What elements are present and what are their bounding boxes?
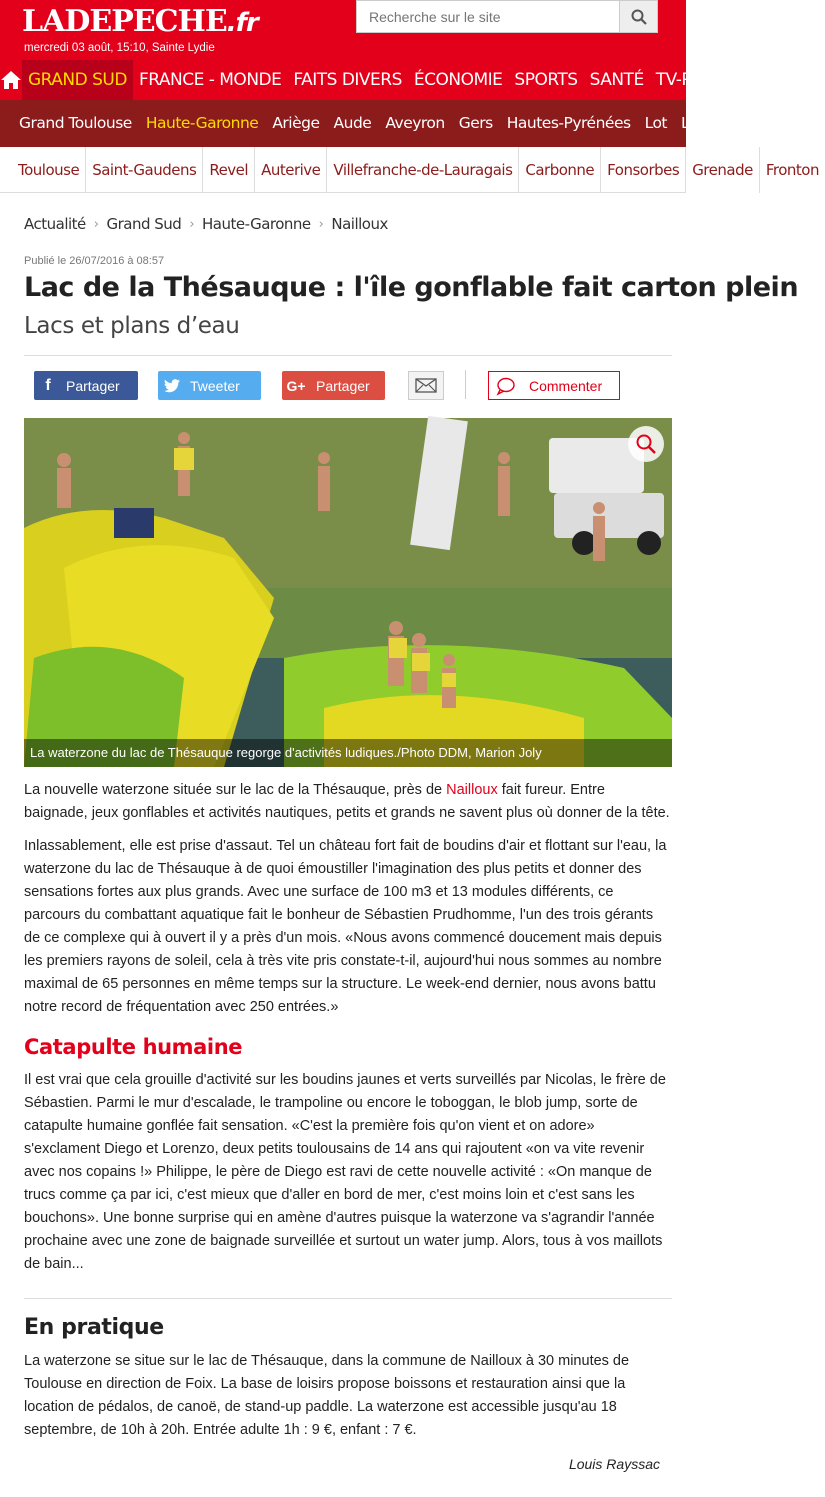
twitter-share-button[interactable]	[158, 371, 261, 400]
nav-region-lot-et-garonne[interactable]: Lot-et-Garonne	[681, 114, 792, 132]
nav-region-haute-garonne[interactable]: Haute-Garonne	[145, 114, 259, 132]
nav-france-monde[interactable]: FRANCE - MONDE	[138, 70, 282, 90]
twitter-icon	[158, 379, 186, 393]
waterzone-image	[24, 418, 672, 767]
google-share-label: Partager	[316, 377, 370, 394]
nav-town-auterive[interactable]: Auterive	[255, 147, 327, 193]
paragraph-intro	[24, 779, 672, 825]
en-pratique-box	[24, 1298, 672, 1442]
nav-sports[interactable]: SPORTS	[514, 70, 578, 90]
search-button[interactable]	[619, 1, 657, 32]
photo-caption: La waterzone du lac de Thésauque regorge d'activités ludiques./Photo DDM, Marion Joly	[24, 739, 672, 767]
intro-text-end: fait fureur. Entre baignade, jeux gonflables et activités nautiques, petits et grands ne savent plus où donner de la tête.	[24, 782, 670, 821]
section-heading: Catapulte humaine	[24, 1035, 243, 1059]
article-title: Lac de la Thésauque : l'île gonflable fait carton plein	[24, 272, 799, 303]
search-input[interactable]	[357, 1, 619, 32]
site-header	[0, 0, 686, 60]
paragraph: Il est vrai que cela grouille d'activité sur les boudins jaunes et verts surveillés par Nicolas, le frère de Sébastien. Parmi le mur d'escalade, le trampoline ou encore le toboggan, le blob jump, sorte de catapulte humaine gonflée fait sensation. «C'est la première fois qu'on vient et on adore» s'exclament Diego et Lorenzo, deux petits toulousains de 14 ans qui rajoutent «on va vite revenir avec nos copains !» Philippe, le père de Diego est ravi de cette nouvelle activité : «On manque de trucs comme ça par ici, c'est mieux que d'aller en bord de mer, c'est moins loin et c'est sans les bouchons». Une bonne surprise qui en amène d'autres puisque la waterzone va s'agrandir l'année prochaine avec une zone de baignade surveillée et surtout un water jump. Alors, tous à vos maillots de bain...	[24, 1072, 666, 1272]
breadcrumb	[24, 215, 672, 233]
google-plus-icon: G+	[286, 377, 306, 394]
article-photo[interactable]	[24, 418, 672, 767]
nailloux-link[interactable]: Nailloux	[446, 782, 498, 798]
article-subtitle: Lacs et plans d’eau	[24, 313, 240, 339]
comment-label: Commenter	[529, 377, 603, 394]
pratique-heading: En pratique	[24, 1315, 164, 1340]
comment-button[interactable]	[488, 371, 620, 400]
nav-faits-divers[interactable]: FAITS DIVERS	[293, 70, 402, 90]
nav-town-revel[interactable]: Revel	[203, 147, 255, 193]
logo-text: LADEPECHE	[22, 4, 227, 39]
nav-loisirs[interactable]: LOISIRS	[755, 70, 818, 90]
magnifier-icon	[635, 433, 657, 455]
speech-bubble-icon	[495, 376, 517, 396]
logo-suffix: .fr	[226, 8, 258, 38]
home-button[interactable]	[0, 60, 22, 100]
search-box	[356, 0, 658, 33]
nav-region-grand-toulouse[interactable]: Grand Toulouse	[19, 114, 132, 132]
nav-region-hautes-pyrenees[interactable]: Hautes-Pyrénées	[506, 114, 631, 132]
nav-town-saint-gaudens[interactable]: Saint-Gaudens	[86, 147, 203, 193]
zoom-button[interactable]	[628, 426, 664, 462]
search-icon	[631, 9, 647, 25]
article-author: Louis Rayssac	[568, 1456, 660, 1472]
paragraph: La waterzone se situe sur le lac de Thésauque, dans la commune de Nailloux à 30 minutes de Toulouse en direction de Foix. La base de loisirs propose boissons et restauration ainsi que la location de pédalos, de canoë, de stand-up paddle. La waterzone est accessible jusqu'au 18 septembre, de 10h à 20h. Entrée adulte 1h : 9 €, enfant : 7 €.	[24, 1353, 630, 1438]
chevron-right-icon: ›	[93, 216, 99, 232]
google-plus-share-button[interactable]	[282, 371, 385, 400]
publish-date: Publié le 26/07/2016 à 08:57	[24, 255, 165, 267]
nav-region-lot[interactable]: Lot	[644, 114, 668, 132]
envelope-icon	[415, 378, 437, 393]
twitter-share-label: Tweeter	[190, 377, 240, 394]
facebook-share-label: Partager	[66, 377, 120, 394]
nav-town-toulouse[interactable]: Toulouse	[12, 147, 86, 193]
nav-town-fonsorbes[interactable]: Fonsorbes	[601, 147, 686, 193]
share-divider	[465, 370, 466, 399]
region-nav	[0, 100, 792, 147]
nav-region-aude[interactable]: Aude	[333, 114, 372, 132]
main-nav	[0, 60, 818, 100]
share-bar	[24, 355, 672, 415]
breadcrumb-item[interactable]: Actualité	[24, 215, 86, 233]
nav-region-aveyron[interactable]: Aveyron	[385, 114, 445, 132]
article-container	[0, 215, 799, 1472]
intro-text: La nouvelle waterzone située sur le lac de la Thésauque, près de	[24, 782, 447, 798]
chevron-right-icon: ›	[318, 216, 324, 232]
facebook-icon: f	[45, 376, 51, 394]
town-nav	[0, 147, 819, 193]
nav-town-fronton[interactable]: Fronton	[765, 160, 819, 179]
breadcrumb-item[interactable]: Haute-Garonne	[202, 215, 311, 233]
nav-region-gers[interactable]: Gers	[458, 114, 493, 132]
email-share-button[interactable]	[408, 371, 444, 400]
nav-sante[interactable]: SANTÉ	[589, 70, 644, 90]
paragraph: Inlassablement, elle est prise d'assaut. Tel un château fort fait de boudins d'air et flottant sur l'eau, la waterzone du lac de Thésauque à de quoi émoustiller l'imagination des plus petits et donner des sensations fortes aux plus grands. Avec une surface de 100 m3 et 13 modules différents, ce parcours du combattant aquatique fait le bonheur de Sébastien Prudhomme, l'un des trois gérants de ce complexe qui à ouvert il y a près d'un mois. «Nous avons commencé doucement mais depuis les premiers rayons de soleil, cela à très vite pris constate-t-il, aujourd'hui nous sommes au nombre maximal de 65 personnes en même temps sur la structure. Le week-end dernier, nous avons battu notre record de fréquentation avec 250 entrées.»	[24, 838, 667, 1015]
breadcrumb-item[interactable]: Nailloux	[331, 215, 388, 233]
home-icon	[0, 70, 22, 90]
nav-tv-people[interactable]: TV-PEOPLE	[655, 70, 744, 90]
nav-economie[interactable]: ÉCONOMIE	[413, 70, 503, 90]
date-line: mercredi 03 août, 15:10, Sainte Lydie	[24, 42, 215, 54]
article-body	[24, 779, 672, 1472]
nav-town-carbonne[interactable]: Carbonne	[519, 147, 601, 193]
site-logo[interactable]	[22, 4, 258, 39]
nav-grand-sud[interactable]: GRAND SUD	[22, 60, 133, 100]
nav-town-villefranche[interactable]: Villefranche-de-Lauragais	[327, 147, 519, 193]
breadcrumb-item[interactable]: Grand Sud	[106, 215, 182, 233]
nav-town-grenade[interactable]: Grenade	[686, 147, 760, 193]
facebook-share-button[interactable]	[34, 371, 138, 400]
nav-region-ariege[interactable]: Ariège	[272, 114, 320, 132]
chevron-right-icon: ›	[189, 216, 195, 232]
